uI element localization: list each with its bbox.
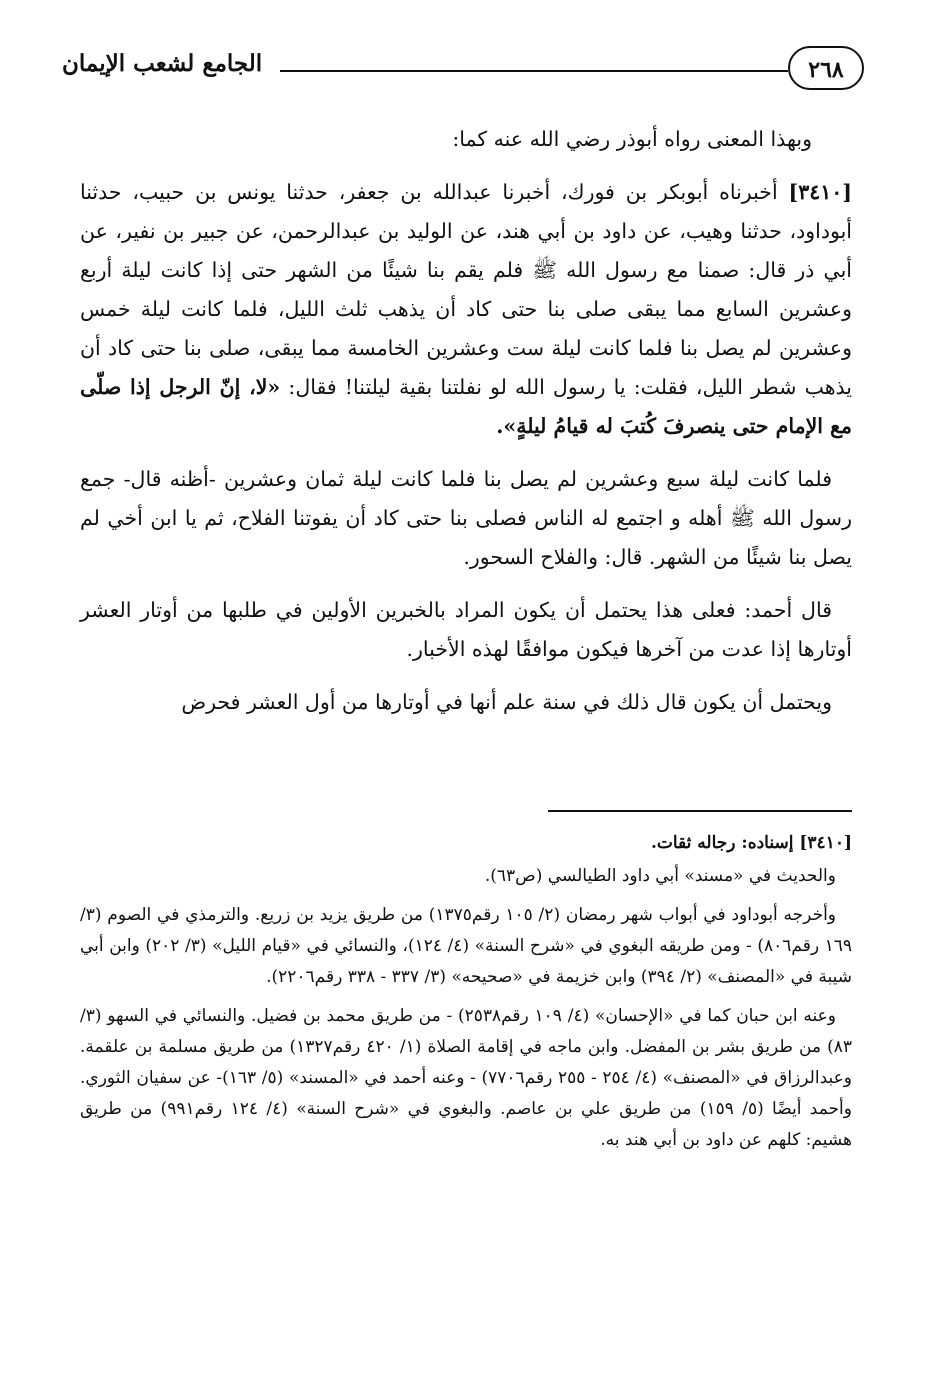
footnote-line: وأخرجه أبوداود في أبواب شهر رمضان (٢/ ١٠٥ رقم١٣٧٥) من طريق يزيد بن زريع. والترمذي في الصوم (٣/ ١٦٩ رقم٨٠٦) - ومن طريقه البغوي في «شرح السنة» (٤/ ١٢٤)، والنسائي في «قيام الليل» (٣/ ٢٠٢) وابن أبي شيبة في «المصنف» (٢/ ٣٩٤) وابن خزيمة في «صحيحه» (٣/ ٣٣٧ - ٣٣٨ رقم٢٢٠٦). — [80, 905, 853, 987]
footnote-heading — [80, 828, 852, 859]
footnotes — [80, 828, 852, 1164]
header-rule — [280, 70, 788, 72]
isnad-label: إسناده: رجاله ثقات. — [650, 833, 794, 853]
intro-paragraph: وبهذا المعنى رواه أبوذر رضي الله عنه كما: — [452, 127, 812, 151]
hadith-paragraph — [80, 173, 852, 446]
hadith-text: أخبرناه أبوبكر بن فورك، أخبرنا عبدالله بن جعفر، حدثنا يونس بن حبيب، حدثنا أبوداود، حدثنا وهيب، عن داود بن أبي هند، عن الوليد بن عبدالرحمن، عن جبير بن نفير، عن أبي ذر قال: صمنا مع رسول الله ﷺ فلم يقم بنا شيئًا من الشهر حتى إذا كانت ليلة أربع وعشرين السابع مما يبقى صلى بنا حتى كاد أن يذهب ثلث الليل، فلما كانت ليلة خمس وعشرين لم يصل بنا فلما كانت ليلة ست وعشرين الخامسة مما يبقى، صلى بنا حتى كاد أن يذهب شطر الليل، فقلت: يا رسول الله لو نفلتنا بقية ليلتنا! فقال: — [80, 180, 852, 399]
continuation-paragraph: فلما كانت ليلة سبع وعشرين لم يصل بنا فلما كانت ليلة ثمان وعشرين -أظنه قال- جمع رسول الله ﷺ أهله و اجتمع له الناس فصلى بنا حتى كاد أن يفوتنا الفلاح، ثم يا ابن أخي لم يصل بنا شيئًا من الشهر. قال: والفلاح السحور. — [80, 467, 852, 569]
footnote-line: والحديث في «مسند» أبي داود الطيالسي (ص٦٣). — [484, 866, 836, 886]
main-text — [80, 120, 852, 736]
page-header — [62, 44, 868, 100]
footnote-line: وعنه ابن حبان كما في «الإحسان» (٤/ ١٠٩ رقم٢٥٣٨) - من طريق محمد بن فضيل. والنسائي في السهو (٣/ ٨٣) من طريق بشر بن المفضل. وابن ماجه في إقامة الصلاة (١/ ٤٢٠ رقم١٣٢٧) من طريق مسلمة بن علقمة. وعبدالرزاق في «المصنف» (٤/ ٢٥٤ - ٢٥٥ رقم٧٧٠٦) - وعنه أحمد في «المسند» (٥/ ١٦٣)- عن سفيان الثوري. وأحمد أيضًا (٥/ ١٥٩) من طريق علي بن عاصم. والبغوي في «شرح السنة» (٤/ ١٢٤ رقم٩٩١) من طريق هشيم: كلهم عن داود بن أبي هند به. — [80, 1006, 852, 1150]
closing-paragraph: ويحتمل أن يكون قال ذلك في سنة علم أنها في أوتارها من أول العشر فحرض — [181, 690, 832, 714]
hadith-number: [٣٤١٠] — [788, 180, 852, 204]
hadith-quote: «لا، إنّ الرجل إذا صلّى مع الإمام حتى ينصرفَ كُتبَ له قيامُ ليلةٍ». — [80, 375, 852, 438]
page-number: ٢٦٨ — [788, 46, 864, 90]
footnote-ref: [٣٤١٠] — [799, 833, 852, 853]
running-title: الجامع لشعب الإيمان — [62, 50, 263, 77]
footnote-rule — [548, 810, 852, 812]
commentary-paragraph: قال أحمد: فعلى هذا يحتمل أن يكون المراد بالخبرين الأولين في طلبها من أوتار العشر أوتارها إذا عدت من آخرها فيكون موافقًا لهذه الأخبار. — [80, 598, 852, 661]
